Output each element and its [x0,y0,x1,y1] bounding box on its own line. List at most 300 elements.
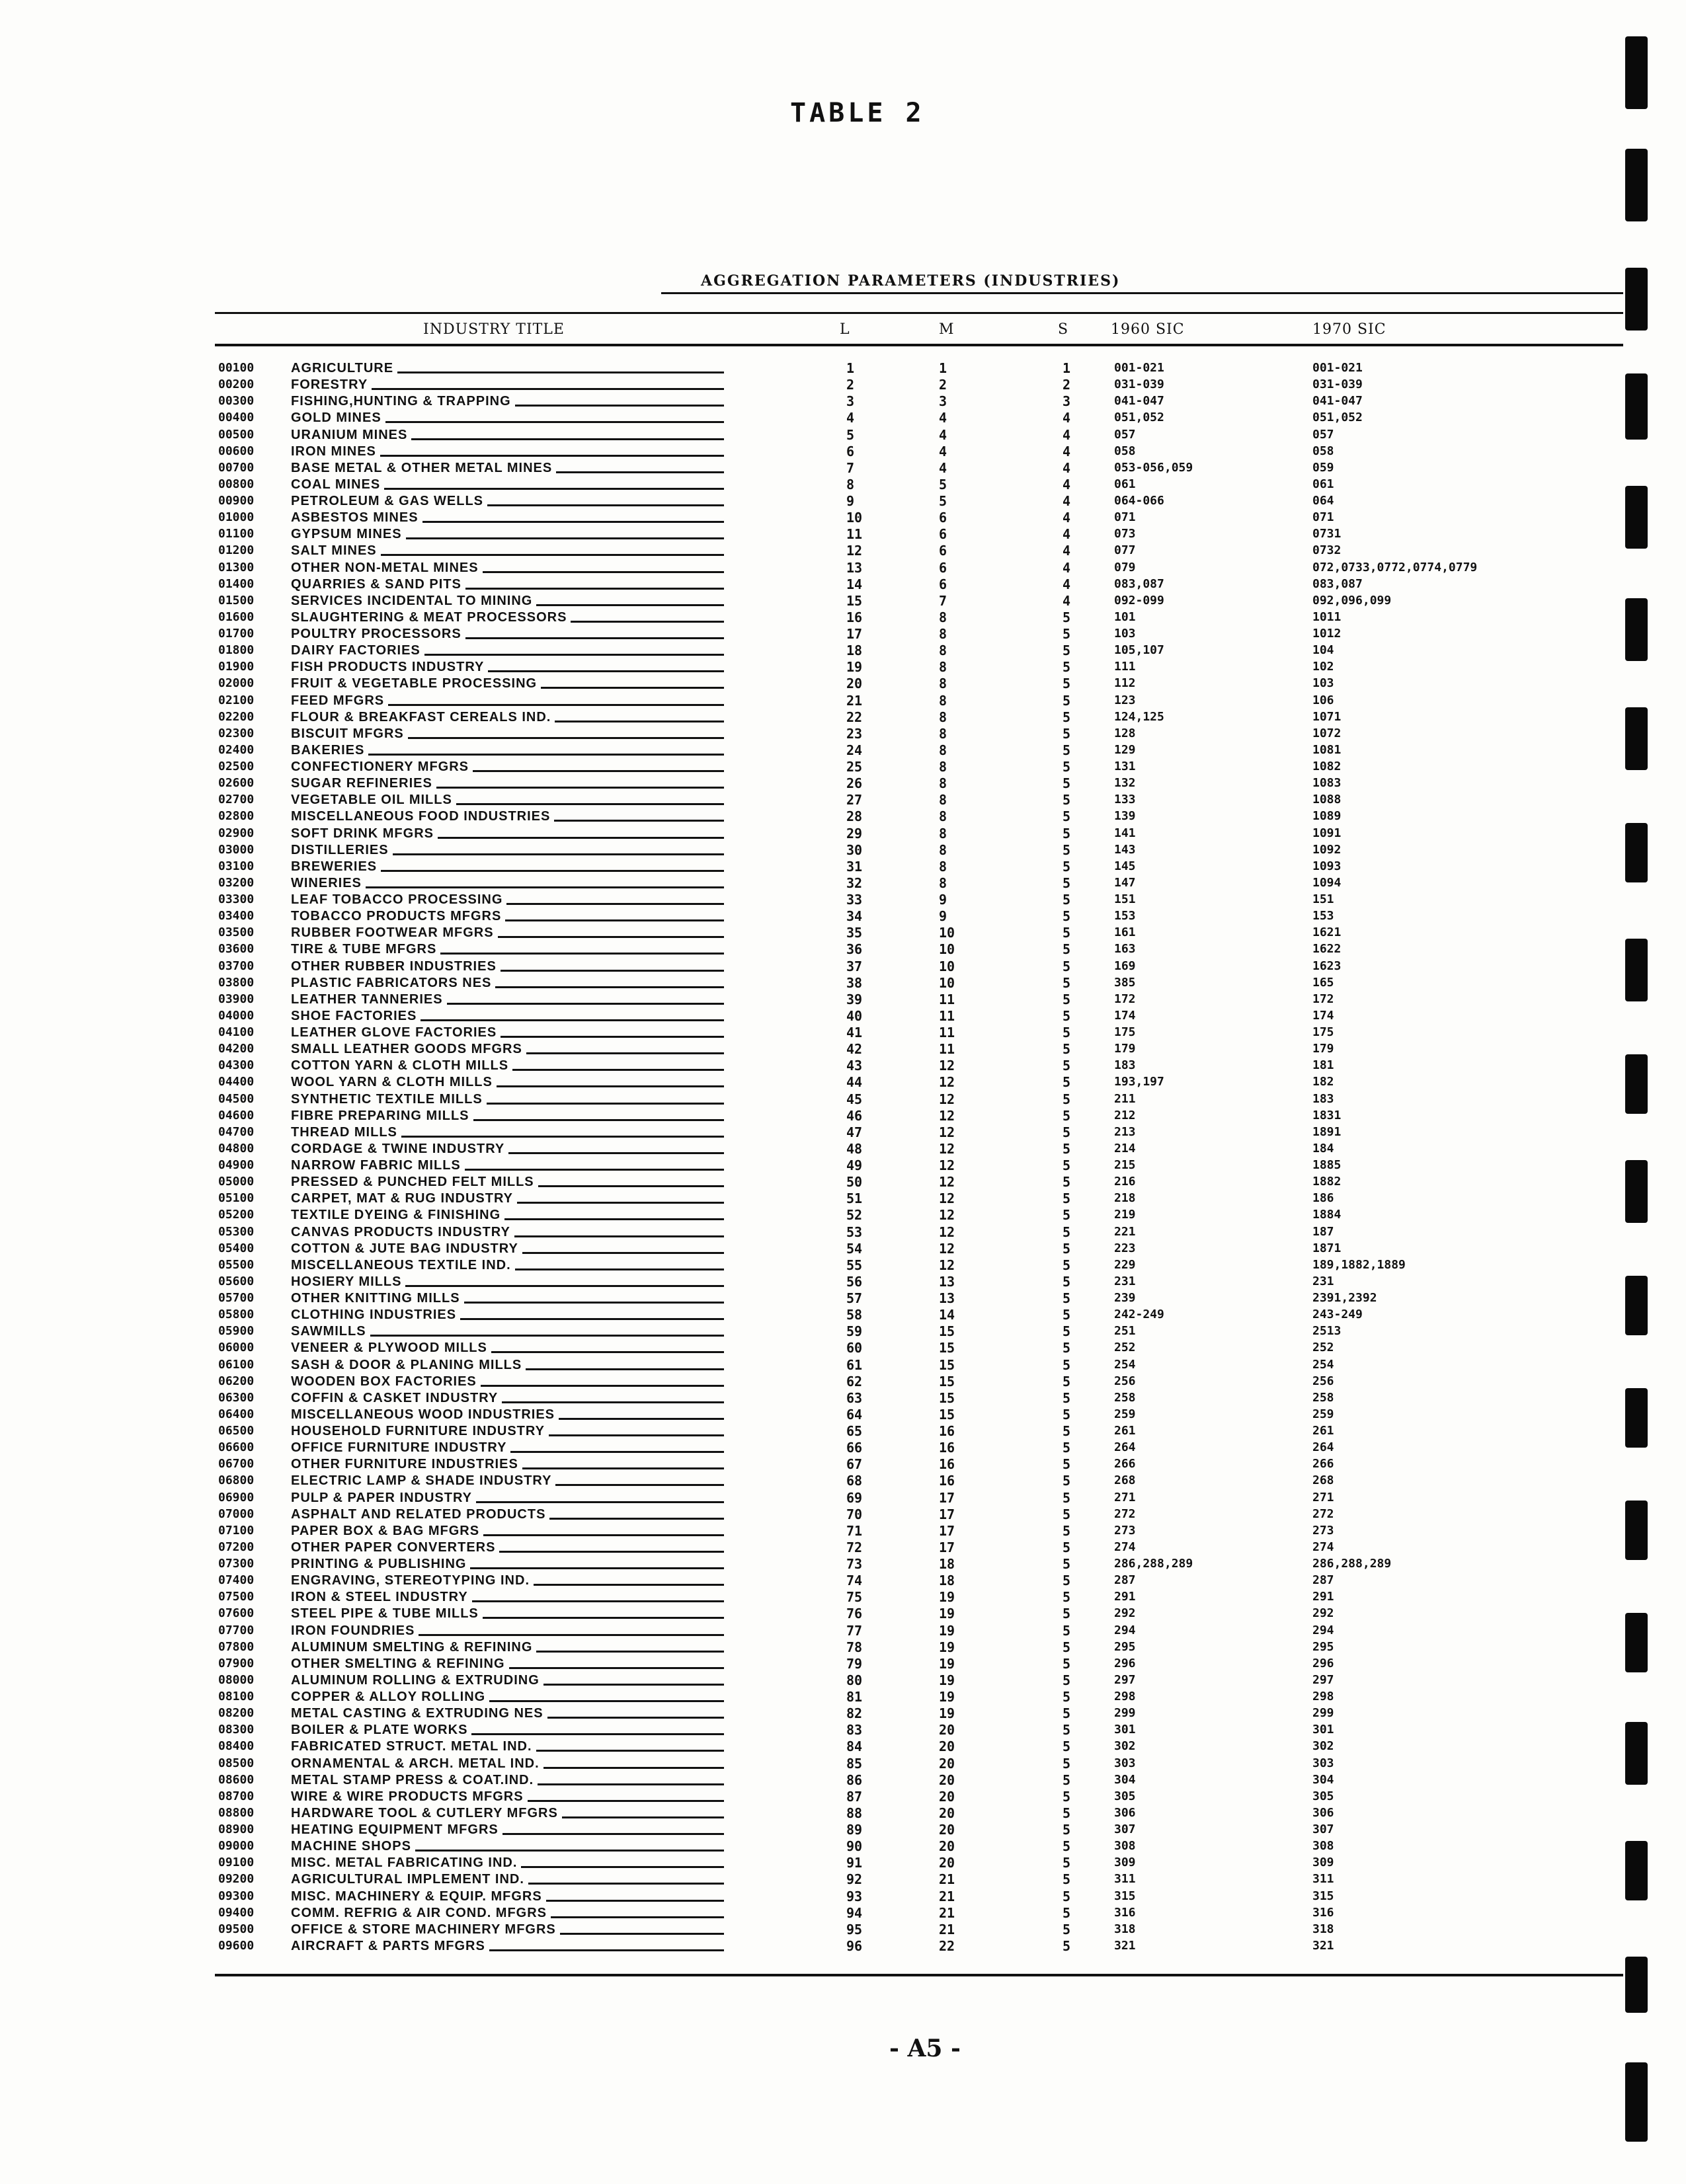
row-m-value: 3 [939,393,947,410]
row-l-value: 1 [846,360,855,376]
binding-mark [1625,1501,1648,1560]
row-m-value: 20 [939,1772,955,1788]
row-code: 02800 [218,809,255,824]
row-sic-1970: 0732 [1312,543,1342,558]
row-s-value: 5 [1063,841,1071,858]
row-sic-1970: 292 [1312,1606,1334,1621]
row-code: 04100 [218,1025,255,1039]
row-sic-1970: 0731 [1312,527,1342,541]
row-m-value: 8 [939,792,947,808]
row-m-value: 8 [939,775,947,792]
row-s-value: 5 [1063,1506,1071,1522]
row-industry-title: BAKERIES [291,742,365,758]
row-l-value: 52 [846,1207,863,1224]
column-header-m: M [939,321,955,338]
row-l-value: 10 [846,510,863,526]
table-row [0,1025,1686,1041]
row-sic-1970: 291 [1312,1590,1334,1604]
row-sic-1960: 239 [1114,1291,1136,1305]
row-code: 02400 [218,742,255,757]
row-sic-1960: 212 [1114,1108,1136,1122]
row-sic-1960: 077 [1114,543,1136,558]
row-s-value: 5 [1063,1855,1071,1871]
leader-line [419,1634,724,1636]
row-sic-1970: 061 [1312,477,1334,491]
row-code: 09100 [218,1855,255,1870]
leader-line [521,1866,724,1868]
row-industry-title: FIBRE PREPARING MILLS [291,1108,469,1123]
row-industry-title: SYNTHETIC TEXTILE MILLS [291,1091,483,1107]
row-sic-1960: 307 [1114,1822,1136,1836]
leader-line [393,853,724,855]
table-row [0,1556,1686,1573]
row-s-value: 5 [1063,1423,1071,1439]
row-code: 04600 [218,1108,255,1122]
row-sic-1970: 311 [1312,1872,1334,1887]
row-m-value: 15 [939,1389,955,1406]
row-code: 05900 [218,1324,255,1339]
row-m-value: 4 [939,443,947,459]
row-sic-1960: 216 [1114,1175,1136,1189]
row-industry-title: VEGETABLE OIL MILLS [291,793,452,808]
row-sic-1960: 218 [1114,1191,1136,1206]
leader-line [526,1368,724,1370]
row-s-value: 5 [1063,759,1071,775]
row-sic-1960: 139 [1114,809,1136,824]
table-row [0,1274,1686,1290]
row-s-value: 5 [1063,1190,1071,1207]
table-row [0,1174,1686,1190]
leader-line [526,1052,724,1054]
row-sic-1970: 299 [1312,1706,1334,1721]
leader-line [555,721,724,722]
row-industry-title: BASE METAL & OTHER METAL MINES [291,460,553,475]
row-m-value: 6 [939,543,947,559]
row-m-value: 12 [939,1091,955,1107]
row-industry-title: ENGRAVING, STEREOTYPING IND. [291,1573,530,1588]
row-s-value: 5 [1063,1174,1071,1190]
table-row [0,1756,1686,1772]
row-s-value: 4 [1063,510,1071,526]
table-row [0,1224,1686,1241]
row-industry-title: MISCELLANEOUS TEXTILE IND. [291,1257,511,1272]
row-l-value: 50 [846,1174,863,1190]
row-m-value: 13 [939,1290,955,1306]
row-industry-title: HARDWARE TOOL & CUTLERY MFGRS [291,1805,558,1820]
row-sic-1960: 215 [1114,1158,1136,1172]
table-row [0,1738,1686,1755]
row-industry-title: MISCELLANEOUS WOOD INDUSTRIES [291,1407,555,1422]
row-code: 07300 [218,1557,255,1571]
table-row [0,1922,1686,1938]
leader-line [538,1185,724,1187]
table-row [0,1091,1686,1108]
row-l-value: 64 [846,1406,863,1423]
row-sic-1970: 1885 [1312,1158,1342,1172]
table-row [0,992,1686,1008]
row-m-value: 12 [939,1224,955,1240]
table-row [0,1789,1686,1805]
row-sic-1960: 219 [1114,1208,1136,1222]
row-m-value: 12 [939,1240,955,1257]
row-s-value: 5 [1063,1290,1071,1306]
row-l-value: 62 [846,1373,863,1389]
row-code: 05400 [218,1241,255,1255]
row-s-value: 5 [1063,1440,1071,1456]
row-industry-title: METAL CASTING & EXTRUDING NES [291,1706,543,1721]
leader-line [536,1651,724,1653]
row-m-value: 11 [939,1041,955,1058]
row-l-value: 55 [846,1257,863,1273]
table-row [0,1623,1686,1639]
row-l-value: 66 [846,1440,863,1456]
row-code: 04700 [218,1124,255,1139]
row-code: 03200 [218,875,255,890]
row-s-value: 5 [1063,1207,1071,1224]
leader-line [415,1850,724,1852]
table-row [0,892,1686,908]
row-m-value: 8 [939,875,947,891]
leader-line [551,1916,724,1918]
row-industry-title: AGRICULTURE [291,361,394,375]
row-m-value: 7 [939,592,947,609]
row-sic-1970: 189,1882,1889 [1312,1257,1406,1272]
row-sic-1970: 179 [1312,1042,1334,1056]
leader-line [483,571,724,573]
row-industry-title: OFFICE FURNITURE INDUSTRY [291,1440,507,1456]
table-row [0,676,1686,692]
row-code: 05800 [218,1307,255,1322]
row-code: 04800 [218,1141,255,1155]
row-m-value: 8 [939,808,947,825]
row-code: 08700 [218,1789,255,1803]
row-m-value: 9 [939,908,947,925]
row-code: 03800 [218,975,255,990]
row-s-value: 5 [1063,1041,1071,1058]
row-l-value: 21 [846,692,863,709]
row-code: 06900 [218,1490,255,1504]
table-row [0,925,1686,941]
row-s-value: 5 [1063,1025,1071,1040]
row-sic-1960: 147 [1114,875,1136,890]
leader-line [368,754,724,756]
leader-line [401,1136,724,1138]
row-sic-1970: 1891 [1312,1124,1342,1139]
row-m-value: 6 [939,526,947,543]
row-m-value: 22 [939,1937,955,1954]
binding-mark [1625,1722,1648,1785]
row-code: 07600 [218,1606,255,1621]
row-m-value: 15 [939,1373,955,1389]
row-code: 02500 [218,760,255,773]
row-industry-title: ASPHALT AND RELATED PRODUCTS [291,1506,546,1522]
leader-line [366,886,724,888]
table-row [0,1938,1686,1955]
table-row [0,1157,1686,1174]
table-row [0,609,1686,626]
row-sic-1960: 316 [1114,1905,1136,1920]
table-row [0,958,1686,975]
row-sic-1970: 1071 [1312,709,1342,724]
row-industry-title: OTHER KNITTING MILLS [291,1291,460,1306]
row-industry-title: QUARRIES & SAND PITS [291,576,462,592]
row-industry-title: POULTRY PROCESSORS [291,627,462,641]
row-sic-1960: 179 [1114,1042,1136,1056]
row-s-value: 5 [1063,709,1071,725]
row-s-value: 5 [1063,1224,1071,1240]
table-row [0,1855,1686,1871]
leader-line [536,604,724,606]
row-s-value: 5 [1063,1788,1071,1805]
row-m-value: 16 [939,1473,955,1489]
row-sic-1970: 001-021 [1312,361,1363,375]
row-l-value: 44 [846,1074,863,1091]
row-sic-1960: 083,087 [1114,576,1164,591]
row-s-value: 5 [1063,1822,1071,1838]
row-sic-1960: 296 [1114,1656,1136,1670]
row-code: 07200 [218,1540,255,1554]
row-sic-1970: 1871 [1312,1241,1342,1255]
row-industry-title: HOUSEHOLD FURNITURE INDUSTRY [291,1424,545,1438]
row-l-value: 75 [846,1589,863,1606]
row-sic-1960: 172 [1114,992,1136,1006]
table-row [0,1423,1686,1440]
table-row [0,526,1686,543]
row-m-value: 17 [939,1489,955,1506]
row-code: 06200 [218,1374,255,1388]
leader-line [517,1202,724,1204]
row-m-value: 16 [939,1440,955,1456]
row-code: 06400 [218,1407,255,1421]
leader-line [509,1667,724,1669]
leader-line [473,1119,724,1121]
row-l-value: 87 [846,1788,863,1805]
row-l-value: 72 [846,1539,863,1555]
row-sic-1970: 295 [1312,1639,1334,1654]
row-l-value: 63 [846,1389,863,1406]
row-l-value: 81 [846,1689,863,1705]
binding-mark [1625,149,1648,221]
row-code: 03600 [218,942,255,956]
row-s-value: 4 [1063,443,1071,459]
row-s-value: 4 [1063,576,1071,592]
row-sic-1970: 308 [1312,1839,1334,1853]
leader-line [388,704,724,706]
row-code: 09300 [218,1889,255,1903]
binding-mark [1625,823,1648,882]
row-m-value: 12 [939,1207,955,1224]
row-sic-1970: 174 [1312,1008,1334,1023]
row-sic-1970: 302 [1312,1739,1334,1754]
row-sic-1960: 213 [1114,1124,1136,1139]
row-m-value: 2 [939,377,947,393]
row-sic-1960: 131 [1114,760,1136,773]
leader-line [512,1069,724,1071]
leader-line [406,537,724,539]
table-row [0,393,1686,410]
row-m-value: 19 [939,1672,955,1688]
row-m-value: 19 [939,1689,955,1705]
row-industry-title: ELECTRIC LAMP & SHADE INDUSTRY [291,1473,552,1489]
row-l-value: 17 [846,626,863,642]
row-sic-1970: 187 [1312,1224,1334,1239]
leader-line [483,1617,724,1619]
table-row [0,1390,1686,1407]
row-code: 09500 [218,1922,255,1936]
row-m-value: 1 [939,360,947,376]
leader-line [499,1551,724,1553]
row-sic-1960: 112 [1114,676,1136,691]
row-m-value: 9 [939,892,947,908]
row-sic-1960: 315 [1114,1889,1136,1903]
row-m-value: 17 [939,1506,955,1522]
row-l-value: 37 [846,958,863,974]
row-l-value: 54 [846,1240,863,1257]
row-industry-title: FEED MFGRS [291,693,385,708]
row-s-value: 5 [1063,941,1071,958]
row-code: 00400 [218,410,255,425]
row-sic-1960: 141 [1114,826,1136,840]
row-s-value: 5 [1063,825,1071,841]
row-m-value: 8 [939,659,947,676]
row-s-value: 4 [1063,426,1071,443]
row-l-value: 47 [846,1124,863,1140]
table-row [0,1456,1686,1473]
row-m-value: 19 [939,1639,955,1655]
leader-line [538,1783,724,1785]
leader-line [436,787,724,789]
row-l-value: 23 [846,725,863,742]
leader-line [447,1003,724,1005]
row-sic-1970: 181 [1312,1058,1334,1073]
row-sic-1970: 287 [1312,1573,1334,1588]
row-code: 01300 [218,560,255,574]
row-l-value: 27 [846,792,863,808]
row-m-value: 11 [939,1025,955,1040]
row-industry-title: VENEER & PLYWOOD MILLS [291,1341,487,1356]
row-l-value: 12 [846,543,863,559]
row-code: 06700 [218,1457,255,1471]
row-sic-1960: 123 [1114,693,1136,707]
row-s-value: 5 [1063,1937,1071,1954]
leader-line [411,438,724,440]
row-sic-1970: 303 [1312,1756,1334,1770]
row-industry-title: OFFICE & STORE MACHINERY MFGRS [291,1922,556,1937]
row-code: 01100 [218,527,255,541]
row-sic-1970: 102 [1312,660,1334,674]
row-sic-1970: 298 [1312,1690,1334,1703]
row-code: 06000 [218,1341,255,1355]
row-sic-1970: 103 [1312,676,1334,691]
row-sic-1970: 1081 [1312,742,1342,757]
row-industry-title: SASH & DOOR & PLANING MILLS [291,1357,522,1372]
row-sic-1970: 1072 [1312,726,1342,740]
row-m-value: 20 [939,1755,955,1772]
table-row [0,1124,1686,1141]
row-s-value: 5 [1063,892,1071,908]
row-sic-1970: 058 [1312,444,1334,458]
row-l-value: 49 [846,1157,863,1173]
table-row [0,975,1686,992]
row-sic-1970: 172 [1312,992,1334,1006]
table-row [0,1374,1686,1390]
row-sic-1960: 053-056,059 [1114,460,1193,475]
row-industry-title: MACHINE SHOPS [291,1839,411,1854]
row-industry-title: FORESTRY [291,377,368,393]
table-caption: AGGREGATION PARAMETERS (INDUSTRIES) [701,272,1121,290]
leader-line [497,1085,724,1087]
leader-line [556,471,724,473]
table-row [0,444,1686,460]
row-code: 04900 [218,1158,255,1172]
row-m-value: 4 [939,410,947,426]
row-l-value: 77 [846,1622,863,1639]
row-m-value: 15 [939,1323,955,1340]
row-code: 04500 [218,1091,255,1106]
row-s-value: 5 [1063,1805,1071,1821]
row-s-value: 5 [1063,808,1071,825]
leader-line [534,1584,724,1586]
row-code: 03500 [218,925,255,940]
row-s-value: 5 [1063,626,1071,642]
row-s-value: 5 [1063,1473,1071,1489]
row-sic-1960: 256 [1114,1374,1136,1388]
row-code: 02600 [218,776,255,791]
row-l-value: 73 [846,1556,863,1572]
row-l-value: 60 [846,1340,863,1356]
row-sic-1970: 183 [1312,1091,1334,1106]
table-row [0,1190,1686,1207]
binding-mark [1625,707,1648,770]
row-m-value: 21 [939,1888,955,1904]
row-industry-title: ASBESTOS MINES [291,510,419,526]
row-code: 00900 [218,494,255,508]
row-sic-1970: 274 [1312,1540,1334,1554]
row-l-value: 32 [846,875,863,891]
row-sic-1970: 258 [1312,1390,1334,1405]
row-code: 03900 [218,992,255,1006]
row-m-value: 8 [939,692,947,709]
row-m-value: 10 [939,958,955,974]
row-sic-1970: 297 [1312,1672,1334,1687]
row-m-value: 8 [939,841,947,858]
row-s-value: 4 [1063,459,1071,476]
row-l-value: 35 [846,925,863,941]
table-row [0,1473,1686,1489]
row-industry-title: SHOE FACTORIES [291,1008,417,1023]
row-s-value: 5 [1063,991,1071,1007]
leader-line [380,455,724,457]
leader-line [501,1036,724,1038]
row-code: 08900 [218,1822,255,1836]
row-industry-title: TEXTILE DYEING & FINISHING [291,1208,501,1223]
table-row [0,808,1686,825]
row-m-value: 8 [939,626,947,642]
row-l-value: 56 [846,1273,863,1290]
row-code: 03100 [218,859,255,873]
binding-mark [1625,486,1648,549]
row-industry-title: ORNAMENTAL & ARCH. METAL IND. [291,1756,540,1771]
row-sic-1970: 294 [1312,1623,1334,1637]
leader-line [408,737,724,739]
binding-mark [1625,36,1648,109]
row-l-value: 68 [846,1473,863,1489]
row-sic-1970: 151 [1312,892,1334,906]
row-m-value: 14 [939,1307,955,1323]
row-l-value: 18 [846,643,863,659]
row-code: 02000 [218,676,255,691]
leader-line [515,1268,724,1270]
